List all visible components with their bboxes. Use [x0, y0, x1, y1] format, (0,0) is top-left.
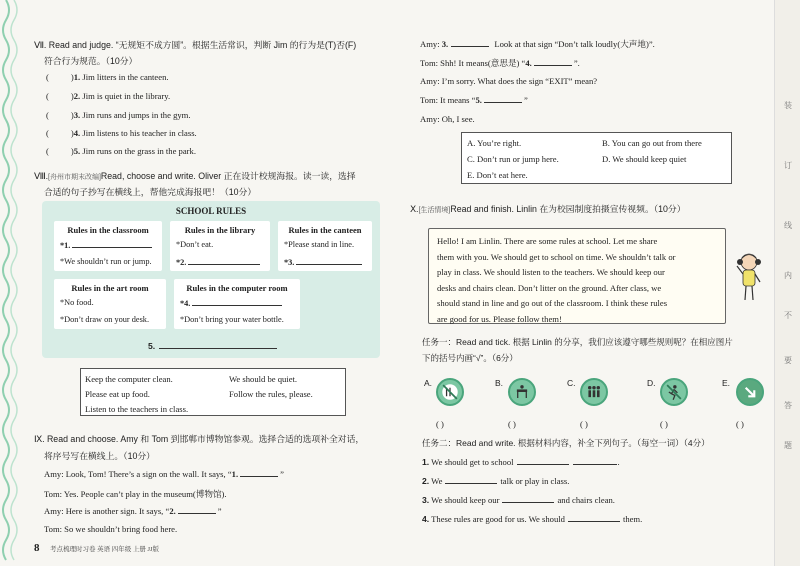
- answer-blank[interactable]: [159, 341, 277, 349]
- rules-classroom: [54, 221, 162, 271]
- option: Keep the computer clean.: [85, 374, 173, 384]
- stand-in-line-icon: [580, 378, 608, 406]
- rules-canteen: [278, 221, 372, 271]
- rule-line: *Don’t eat.: [176, 240, 214, 249]
- tick-paren[interactable]: ( ): [580, 419, 588, 429]
- answer-blank[interactable]: [451, 39, 489, 47]
- side-char: 答: [784, 401, 792, 410]
- rules-head: Rules in the classroom: [67, 225, 149, 235]
- tick-paren[interactable]: ( ): [660, 419, 668, 429]
- sec8-tag: [舟州市期末改编]: [48, 174, 101, 181]
- card-title: SCHOOL RULES: [175, 206, 247, 216]
- sec10-num: Ⅹ.: [410, 204, 419, 214]
- option: Listen to the teachers in class.: [85, 404, 189, 414]
- option: E. Don’t eat here.: [467, 170, 528, 180]
- rule-line: *No food.: [60, 298, 94, 307]
- answer-blank[interactable]: [445, 476, 497, 484]
- dialog-line: Amy: Oh, I see.: [420, 114, 475, 124]
- task1-title-2: 下的括号内画“√”。（6分）: [422, 353, 518, 363]
- rules-art-room: [54, 279, 166, 329]
- sec8-num: Ⅷ.: [34, 171, 49, 181]
- icon-label: B.: [495, 378, 504, 388]
- clean-desk-icon: [508, 378, 536, 406]
- item-text: Jim runs and jumps in the gym.: [82, 110, 191, 120]
- side-char: 题: [784, 441, 792, 450]
- sec7-title: Ⅶ. Read and judge. “无规矩不成方圆”。根据生活常识，判断 Jim 的行为是(T)否(F): [34, 40, 357, 50]
- dialog-line: Tom: It means “5. ”: [420, 95, 528, 105]
- item-text: Jim litters in the canteen.: [82, 72, 169, 82]
- item-text: Jim runs on the grass in the park.: [82, 146, 196, 156]
- girl-illustration: [734, 252, 764, 304]
- sec9-title: Ⅸ. Read and choose. Amy 和 Tom 到邯郸市博物馆参观。选择合适的选项补全对话，: [34, 434, 365, 444]
- rule-line: *Don’t draw on your desk.: [60, 315, 150, 324]
- answer-blank[interactable]: [192, 298, 282, 306]
- side-char: 要: [784, 356, 792, 365]
- judge-item: ( )4. Jim listens to his teacher in class.: [46, 128, 197, 138]
- sec8-title: [34, 169, 356, 182]
- page-border-decoration: [0, 0, 24, 566]
- rules-library: [170, 221, 270, 271]
- side-char: 内: [784, 271, 792, 280]
- task1-title: 任务一：Read and tick. 根据 Linlin 的分享，我们应该遵守哪些规则呢？在相应图片: [422, 337, 733, 347]
- dialog-options-box: [461, 132, 732, 184]
- sec8-title-2: 合适的句子抄写在横线上，帮他完成海报吧！（10分）: [44, 187, 257, 197]
- judge-item: ( )3. Jim runs and jumps in the gym.: [46, 110, 191, 120]
- rule-line: *3.: [284, 257, 362, 267]
- no-eating-icon: [436, 378, 464, 406]
- option: D. We should keep quiet: [602, 154, 687, 164]
- tick-paren[interactable]: ( ): [736, 419, 744, 429]
- rule-line: *Please stand in line.: [284, 240, 355, 249]
- tick-paren[interactable]: ( ): [508, 419, 516, 429]
- judge-item: ( )5. Jim runs on the grass in the park.: [46, 146, 196, 156]
- item-num: 2.: [73, 91, 81, 101]
- fill-question: 2. We talk or play in class.: [422, 476, 570, 486]
- rules-head: Rules in the computer room: [186, 283, 288, 293]
- answer-blank[interactable]: [484, 95, 522, 103]
- dialog-line: Tom: Shh! It means(意思是) “4. ”.: [420, 58, 580, 68]
- rule-line: *4.: [180, 298, 282, 308]
- answer-blank[interactable]: [568, 514, 620, 522]
- icon-label: D.: [647, 378, 656, 388]
- answer-blank[interactable]: [296, 257, 362, 265]
- linlin-passage: [428, 228, 726, 324]
- option: We should be quiet.: [229, 374, 298, 384]
- fill-question: 4. These rules are good for us. We should them.: [422, 514, 643, 524]
- fill-question: 1. We should get to school .: [422, 457, 620, 467]
- rule-line: *2.: [176, 257, 260, 267]
- school-rules-card: [42, 201, 380, 358]
- no-running-icon: [660, 378, 688, 406]
- item-num: 5.: [73, 146, 81, 156]
- side-char: 线: [784, 221, 792, 230]
- answer-blank[interactable]: [502, 495, 554, 503]
- rules-options-box: [80, 368, 346, 416]
- passage-text: Hello! I am Linlin. There are some rules at school. Let me share them with you. We should get to school on time. We shouldn’t talk or play in class. We should listen to the teachers. We should keep our desks and chairs clean. Don’t litter on the ground. After class, we should stand in line and go out of the classroom. I think these rules are good for us. Please follow them!: [437, 236, 676, 324]
- judge-item: ( )2. Jim is quiet in the library.: [46, 91, 171, 101]
- answer-blank[interactable]: [517, 457, 569, 465]
- dialog-line: Amy: Here is another sign. It says, “2. ”: [44, 506, 222, 516]
- rules-head: Rules in the library: [184, 225, 256, 235]
- answer-blank[interactable]: [188, 257, 260, 265]
- task2-title: 任务二：Read and write. 根据材料内容，补全下列句子。（每空一词）（4分）: [422, 438, 710, 448]
- judge-item: ( )1. Jim litters in the canteen.: [46, 72, 169, 82]
- sec9-title-2: 将序号写在横线上。（10分）: [44, 451, 155, 461]
- answer-blank[interactable]: [534, 58, 572, 66]
- option: Follow the rules, please.: [229, 389, 313, 399]
- side-char: 不: [784, 311, 792, 320]
- dialog-line: Amy: Look, Tom! There’s a sign on the wall. It says, “1. ”: [44, 469, 284, 479]
- icon-label: A.: [424, 378, 433, 388]
- sec8-title-text: Read, choose and write. Oliver 正在设计校规海报。读一读，选择: [100, 171, 356, 181]
- side-char: 装: [784, 101, 792, 110]
- rule-line: *Don’t bring your water bottle.: [180, 315, 284, 324]
- dialog-line: Tom: So we shouldn’t bring food here.: [44, 524, 178, 534]
- sec10-title-text: Read and finish. Linlin 在为校园制度拍摄宣传视频。（10分）: [450, 204, 686, 214]
- dialog-line: Amy: I’m sorry. What does the sign “EXIT” mean?: [420, 76, 598, 86]
- exit-arrow-icon: [736, 378, 764, 406]
- binding-strip: [774, 0, 800, 566]
- tick-paren[interactable]: ( ): [436, 419, 444, 429]
- answer-blank[interactable]: [573, 457, 617, 465]
- icon-label: C.: [567, 378, 576, 388]
- item-num: 1.: [73, 72, 81, 82]
- rules-head: Rules in the canteen: [288, 225, 362, 235]
- footer-text: 考点梳理时习卷 英语 四年级 上册 JJ版: [50, 546, 160, 553]
- icon-label: E.: [722, 378, 731, 388]
- dialog-line: Amy: 3. Look at that sign “Don’t talk loudly(大声地)”.: [420, 39, 655, 49]
- item-text: Jim is quiet in the library.: [82, 91, 171, 101]
- sec7-title-2: 符合行为规范。（10分）: [44, 56, 138, 66]
- option: B. You can go out from there: [602, 138, 702, 148]
- rule-line: *1.: [60, 240, 152, 250]
- rule-line: *We shouldn’t run or jump.: [60, 257, 152, 266]
- sec10-title: [410, 202, 686, 215]
- page-number: 8: [34, 542, 40, 554]
- option: C. Don’t run or jump here.: [467, 154, 559, 164]
- rules-computer-room: [174, 279, 300, 329]
- dialog-line: Tom: Yes. People can’t play in the museum(博物馆).: [44, 489, 227, 499]
- item-num: 4.: [73, 128, 81, 138]
- rule-5: 5.: [148, 341, 277, 351]
- answer-blank[interactable]: [72, 240, 152, 248]
- item-text: Jim listens to his teacher in class.: [82, 128, 197, 138]
- item-num: 3.: [73, 110, 81, 120]
- side-char: 订: [784, 161, 792, 170]
- sec10-tag: [生活情境]: [418, 207, 451, 214]
- rules-head: Rules in the art room: [71, 283, 149, 293]
- option: A. You’re right.: [467, 138, 522, 148]
- fill-question: 3. We should keep our and chairs clean.: [422, 495, 615, 505]
- option: Please eat up food.: [85, 389, 150, 399]
